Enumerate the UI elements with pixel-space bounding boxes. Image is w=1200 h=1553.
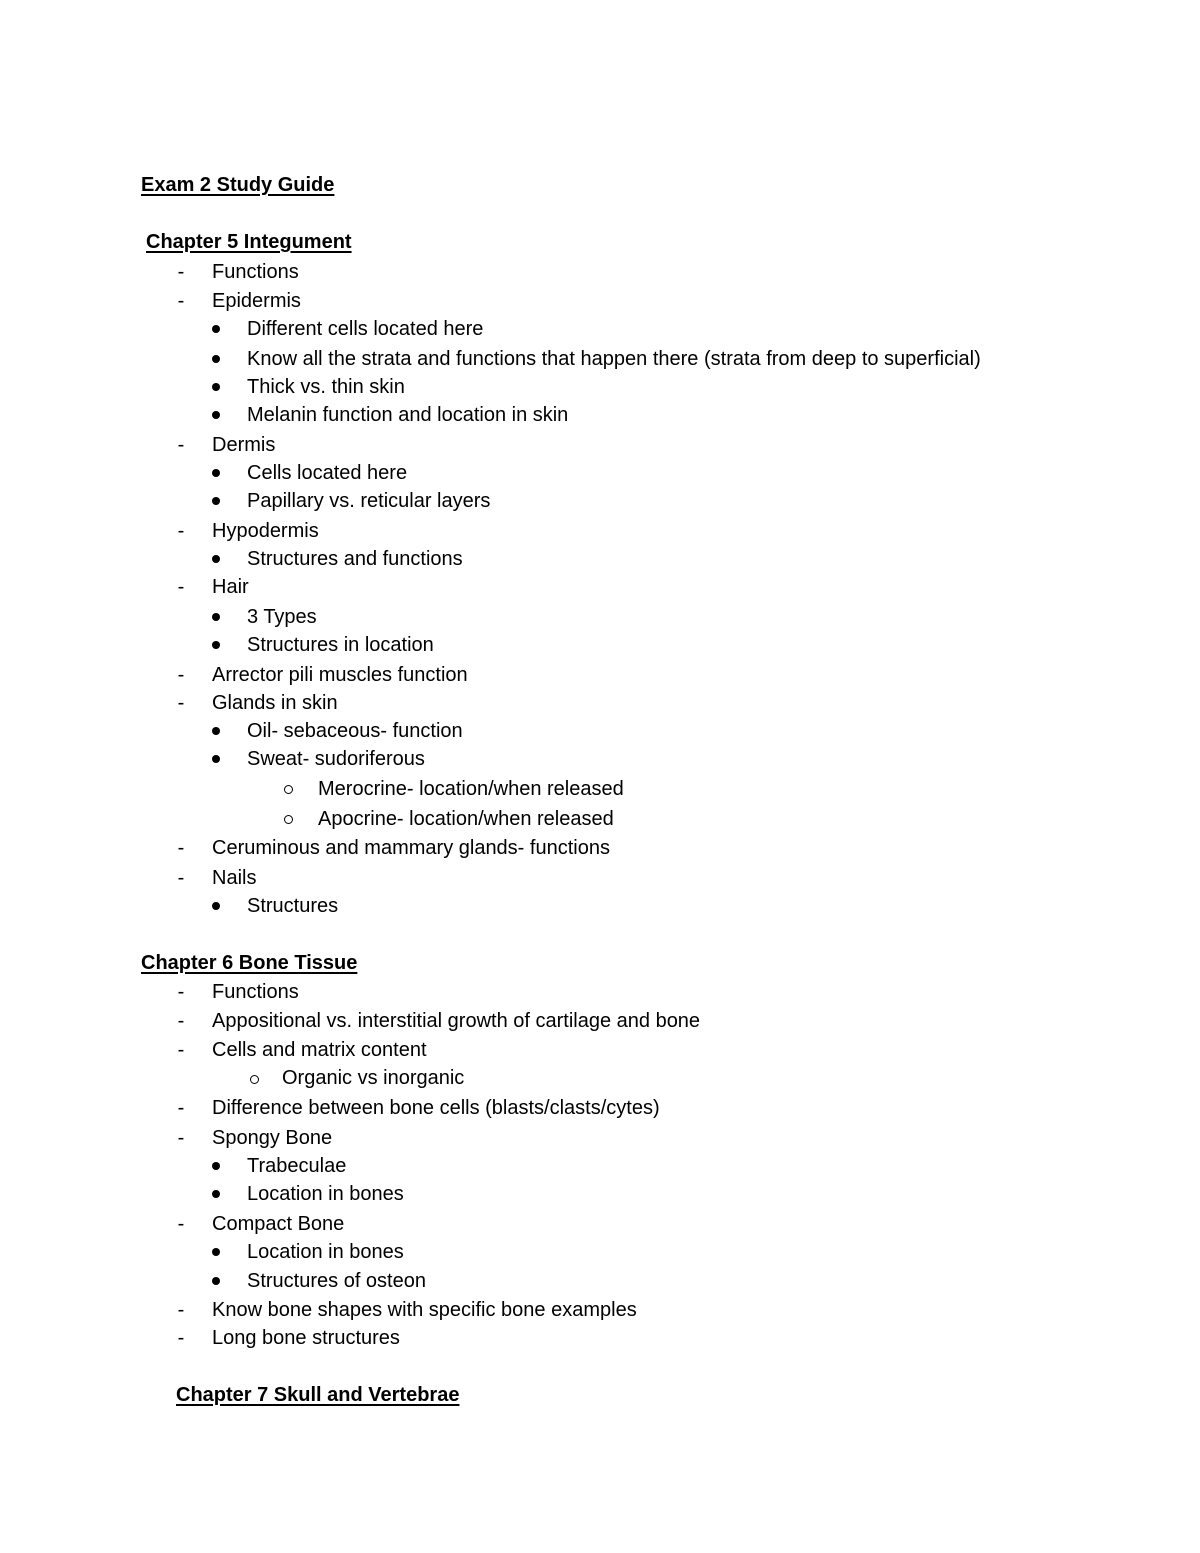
bullet-icon [212,383,220,391]
list-item: Hypodermis [212,520,319,542]
bullet-icon [212,325,220,333]
list-item: Apocrine- location/when released [318,808,614,830]
list-item: Know all the strata and functions that happen there (strata from deep to superficial) [247,348,981,370]
list-item: Dermis [212,434,276,456]
chapter-6-heading: Chapter 6 Bone Tissue [141,952,358,974]
list-item: Location in bones [247,1183,404,1205]
list-item: Thick vs. thin skin [247,376,405,398]
list-item: Functions [212,261,299,283]
bullet-icon [212,727,220,735]
dash-marker: - [177,1299,185,1321]
bullet-icon [212,641,220,649]
chapter-5-heading: Chapter 5 Integument [146,231,352,253]
list-item: Nails [212,867,257,889]
dash-marker: - [177,837,185,859]
bullet-icon [212,497,220,505]
list-item: Merocrine- location/when released [318,778,624,800]
dash-marker: - [177,1039,185,1061]
list-item: Hair [212,576,249,598]
list-item: Structures [247,895,339,917]
list-item: Spongy Bone [212,1127,333,1149]
dash-marker: - [177,576,185,598]
dash-marker: - [177,981,185,1003]
list-item: Melanin function and location in skin [247,404,569,426]
list-item: Sweat- sudoriferous [247,748,425,770]
list-item: Functions [212,981,299,1003]
list-item: Organic vs inorganic [282,1067,465,1089]
list-item: Trabeculae [247,1155,347,1177]
dash-marker: - [177,261,185,283]
list-item: 3 Types [247,606,317,628]
list-item: Epidermis [212,290,301,312]
circle-bullet-icon [250,1075,259,1084]
bullet-icon [212,613,220,621]
circle-bullet-icon [284,785,293,794]
list-item: Know bone shapes with specific bone examples [212,1299,637,1321]
bullet-icon [212,469,220,477]
list-item: Compact Bone [212,1213,345,1235]
dash-marker: - [177,1097,185,1119]
list-item: Structures and functions [247,548,463,570]
bullet-icon [212,902,220,910]
dash-marker: - [177,434,185,456]
bullet-icon [212,1190,220,1198]
dash-marker: - [177,520,185,542]
list-item: Different cells located here [247,318,484,340]
list-item: Appositional vs. interstitial growth of cartilage and bone [212,1010,701,1032]
circle-bullet-icon [284,815,293,824]
list-item: Cells located here [247,462,408,484]
list-item: Arrector pili muscles function [212,664,468,686]
list-item: Oil- sebaceous- function [247,720,463,742]
list-item: Difference between bone cells (blasts/clasts/cytes) [212,1097,660,1119]
list-item: Structures of osteon [247,1270,426,1292]
list-item: Ceruminous and mammary glands- functions [212,837,610,859]
dash-marker: - [177,290,185,312]
dash-marker: - [177,664,185,686]
bullet-icon [212,755,220,763]
dash-marker: - [177,1327,185,1349]
bullet-icon [212,1277,220,1285]
list-item: Papillary vs. reticular layers [247,490,491,512]
dash-marker: - [177,1127,185,1149]
list-item: Cells and matrix content [212,1039,427,1061]
bullet-icon [212,355,220,363]
list-item: Long bone structures [212,1327,400,1349]
chapter-7-heading: Chapter 7 Skull and Vertebrae [176,1384,460,1406]
dash-marker: - [177,1010,185,1032]
dash-marker: - [177,692,185,714]
list-item: Glands in skin [212,692,338,714]
dash-marker: - [177,1213,185,1235]
bullet-icon [212,555,220,563]
bullet-icon [212,411,220,419]
bullet-icon [212,1162,220,1170]
list-item: Location in bones [247,1241,404,1263]
document-title: Exam 2 Study Guide [141,174,335,196]
dash-marker: - [177,867,185,889]
bullet-icon [212,1248,220,1256]
list-item: Structures in location [247,634,434,656]
